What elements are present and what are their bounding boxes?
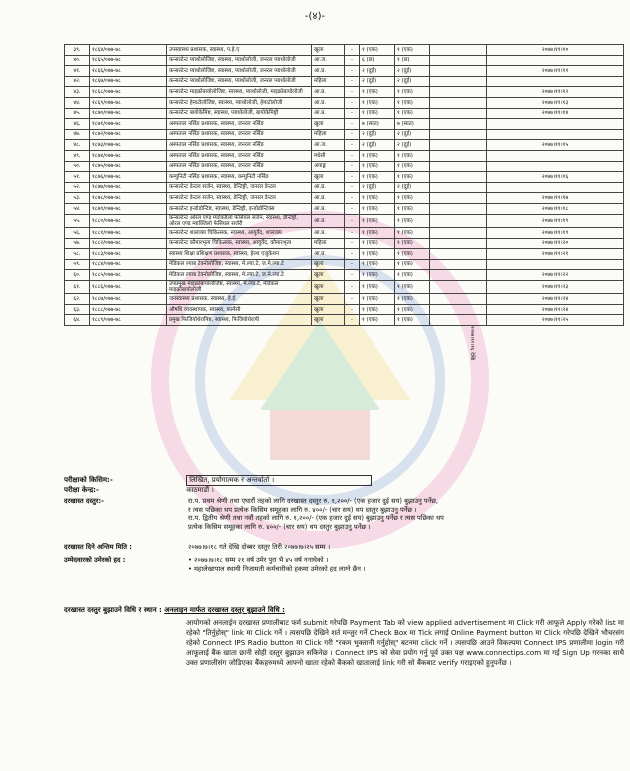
age-label: उम्मेदवारको उमेरको हद : (64, 556, 126, 564)
cell-title: स्वास्थ्य शिक्षा प्रशिक्षण प्रशासक, स्वास्थ्य, हेल्थ एजुकेशन (167, 249, 312, 260)
table-row (65, 97, 624, 108)
cell-n1: १ (एक) (360, 315, 395, 326)
cell-n2: १ (एक) (395, 227, 430, 238)
cell-group: महिला (312, 238, 345, 249)
cell-n1: २ (दुई) (360, 129, 395, 140)
cell-dash: - (345, 129, 360, 140)
cell-n1: २ (दुई) (360, 182, 395, 193)
cell-code: १८७५/०७७-७८ (90, 161, 167, 172)
cell-title: कम्युनिटी नर्सिङ प्रशासक, स्वास्थ्य, कम्युनिटी नर्सिङ (167, 172, 312, 183)
cell-group: खुला (312, 294, 345, 305)
cell-dash: - (345, 182, 360, 193)
cell-title: अस्पताल नर्सिङ प्रशासक, स्वास्थ्य, जनरल नर्सिङ (167, 140, 312, 151)
apply-paragraph: आयोगको अनलाईन दरखास्त प्रणालीबाट फर्म submit गरेपछि Payment Tab को view applied advertisement मा Click गरी आफूले Apply गरेको list मा रहेको "तिर्नुहोस्" link मा Click गर्ने । त्यसपछि देखिने शर्त मन्जुर गर्ने Check Box मा Tick लगाई Online Payment button मा Click गरेपछि देखिने भौचरसंग रहेको Connect IPS Radio button मा Click गरी "रकम भुक्तानी गर्नुहोस्" बटनमा click गर्ने । त्यसपछि आउने विकल्पमा Connect IPS प्रणालीमा login गरी आफूलाई बैंक खाता छानी सोही दस्तुर बुझाउन सकिनेछ । Connect IPS को सेवा प्रयोग गर्नु पूर्व उक्त पक्ष www.connectips.com मा गई Sign Up गरनका साथै उक्त प्रणालीसंग जोडिएका बैंकहरुमध्ये आफ्नो खाता रहेको बैंकको खातालाई link गरी सो बैंकबाट verify गराइएको हुनुपर्नेछ । (186, 618, 624, 667)
cell-num: ६०. (65, 270, 90, 281)
exam-center-row (64, 486, 624, 495)
cell-n2: १ (एक) (395, 304, 430, 315)
cell-n1: १ (एक) (360, 45, 395, 56)
cell-dash: - (345, 172, 360, 183)
cell-title: उपस्वास्थ्य प्रशासक, स्वास्थ्य, प.हे.ए (167, 45, 312, 56)
cell-num: ४६. (65, 119, 90, 130)
fee-line-4: प्रत्येक किसिम समूहका लागि रु. ४००/- (चार सय) थप दस्तुर बुझाउनु पर्नेछ । (188, 522, 371, 531)
cell-num: ५९. (65, 259, 90, 270)
cell-n1: १ (एक) (360, 161, 395, 172)
cell-group: खुला (312, 270, 345, 281)
cell-group: महिला (312, 76, 345, 87)
cell-dash: - (345, 150, 360, 161)
cell-n2: १ (एक) (395, 87, 430, 98)
cell-dash: - (345, 280, 360, 293)
cell-title: मेडिकल ल्याब टेक्नोलोजिष्ट, स्वास्थ्य, मे.ल्या.टे, ज.मे.ल्या.टे (167, 259, 312, 270)
table-row (65, 259, 624, 270)
cell-n2: १ (एक) (395, 97, 430, 108)
cell-date (487, 259, 624, 270)
cell-n2: २ (दुई) (395, 140, 430, 151)
cell-title: अस्पताल नर्सिङ प्रशासक, स्वास्थ्य, जनरल नर्सिङ (167, 119, 312, 130)
cell-n2: १ (एक) (395, 280, 430, 293)
cell-code: १८७१/०७७-७८ (90, 119, 167, 130)
cell-side (430, 249, 487, 260)
cell-num: ६४. (65, 315, 90, 326)
cell-dash: - (345, 87, 360, 98)
cell-dash: - (345, 108, 360, 119)
cell-n2: १ (एक) (395, 214, 430, 227)
cell-side (430, 203, 487, 214)
cell-date: २०७७।११।१४ (487, 108, 624, 119)
cell-n1: १ (एक) (360, 259, 395, 270)
cell-code: १८७३/०७७-७८ (90, 140, 167, 151)
cell-title: मेडिकल ल्याब टेक्नोलोजिष्ट, स्वास्थ्य, मे.ल्या.टे, ज.मे.ल्या.टे (167, 270, 312, 281)
cell-group: खुला (312, 280, 345, 293)
deadline-row (64, 543, 624, 555)
cell-group: आ.प्र. (312, 182, 345, 193)
cell-dash: - (345, 304, 360, 315)
cell-n2: २ (दुई) (395, 76, 430, 87)
table-row (65, 108, 624, 119)
cell-n2: १ (एक) (395, 238, 430, 249)
table-row (65, 203, 624, 214)
cell-num: ५८. (65, 249, 90, 260)
cell-group: खुला (312, 259, 345, 270)
cell-dash: - (345, 315, 360, 326)
cell-num: ४४. (65, 97, 90, 108)
table-row (65, 87, 624, 98)
cell-dash: - (345, 97, 360, 108)
cell-n2: १ (एक) (395, 270, 430, 281)
table-row (65, 214, 624, 227)
cell-date (487, 182, 624, 193)
cell-date: २०७७।११।२५ (487, 315, 624, 326)
cell-code: १८६५/०७७-७८ (90, 55, 167, 66)
cell-group: खुला (312, 45, 345, 56)
cell-side (430, 45, 487, 56)
cell-date (487, 150, 624, 161)
cell-date: २०७७।११।१६ (487, 172, 624, 183)
cell-title: कन्सल्टेन्ट प्याथोलोजिष्ट, स्वास्थ्य, प्याथोलोजी, जनरल प्याथोलोजी (167, 55, 312, 66)
cell-num: ५३. (65, 193, 90, 204)
cell-n2: १ (एक) (395, 259, 430, 270)
cell-title: कन्सल्टेन्ट हेमाटोलोजिष्ट, स्वास्थ्य, प्याथोलोजी, हेमाटोलोजी (167, 97, 312, 108)
cell-title: कन्सल्टेन्ट इन्डोडोन्टिष्ट, स्वास्थ्य, डेन्टिष्ट्री, इन्डोडोन्टिक्स (167, 203, 312, 214)
cell-group: खुला (312, 119, 345, 130)
cell-n1: १ (एक) (360, 294, 395, 305)
cell-n1: १ (एक) (360, 87, 395, 98)
table-row (65, 55, 624, 66)
cell-title: कन्सल्टेन्ट कौमारभृत्य चिकित्सक, स्वास्थ्य, आयुर्वेद, कौमारभृत्य (167, 238, 312, 249)
cell-code: १८८९/०७७-७८ (90, 315, 167, 326)
cell-dash: - (345, 238, 360, 249)
exam-type-row (64, 475, 624, 486)
cell-date (487, 119, 624, 130)
cell-side (430, 150, 487, 161)
cell-group: आ.प्र. (312, 214, 345, 227)
fee-row (64, 497, 624, 541)
cell-title: अस्पताल नर्सिङ प्रशासक, स्वास्थ्य, जनरल नर्सिङ (167, 161, 312, 172)
cell-num: ५७. (65, 238, 90, 249)
cell-date (487, 129, 624, 140)
table-row (65, 150, 624, 161)
cell-n1: १ (एक) (360, 238, 395, 249)
cell-num: ४७. (65, 129, 90, 140)
cell-n1: २ (दुई) (360, 76, 395, 87)
vacancy-table (64, 44, 624, 326)
cell-n2: १ (एक) (395, 150, 430, 161)
table-row (65, 161, 624, 172)
cell-dash: - (345, 161, 360, 172)
cell-date: २०७७।११।१३ (487, 97, 624, 108)
cell-group: आ.प्र. (312, 66, 345, 77)
cell-num: ५६. (65, 227, 90, 238)
cell-title: कन्सल्टेन्ट शालाक्य चिकित्सक, स्वास्थ्य, आयुर्वेद, शालाक्य (167, 227, 312, 238)
table-row (65, 227, 624, 238)
cell-side (430, 259, 487, 270)
cell-code: १८८६/०७७-७८ (90, 280, 167, 293)
cell-n1: १ (एक) (360, 97, 395, 108)
cell-dash: - (345, 55, 360, 66)
cell-num: ५५. (65, 214, 90, 227)
cell-group: आ.ज. (312, 140, 345, 151)
cell-side (430, 270, 487, 281)
cell-code: १८८७/०७७-७८ (90, 294, 167, 305)
cell-date (487, 76, 624, 87)
cell-n1: २ (दुई) (360, 140, 395, 151)
table-row (65, 45, 624, 56)
cell-n2: १ (एक) (395, 161, 430, 172)
cell-side (430, 294, 487, 305)
cell-side (430, 182, 487, 193)
cell-dash: - (345, 270, 360, 281)
cell-dash: - (345, 140, 360, 151)
cell-n2: १ (एक) (395, 172, 430, 183)
cell-group: आ.प्र. (312, 203, 345, 214)
cell-date: २०७७।११।१० (487, 45, 624, 56)
cell-num: ४८. (65, 140, 90, 151)
cell-title: कन्सल्टेन्ट बायोकेमिष्ट, स्वास्थ्य, प्याथोलोजी, बायोकेमिष्ट्री (167, 108, 312, 119)
age-item-2: • महालेखापाल स्थायी निजामती कर्मचारीको हकमा उमेरको हद लाग्ने छैन । (188, 564, 366, 573)
cell-num: ३९. (65, 45, 90, 56)
cell-n2: २ (दुई) (395, 182, 430, 193)
cell-dash: - (345, 249, 360, 260)
cell-date (487, 161, 624, 172)
cell-n1: १ (एक) (360, 270, 395, 281)
cell-n2: १ (एक) (395, 45, 430, 56)
fee-value (188, 497, 624, 531)
cell-side (430, 119, 487, 130)
fee-line-1: रा.प. प्रथम श्रेणी तथा एघारौं तहको लागि दरखास्त दस्तुर रु. १,२००/- (एक हजार दुई सय) बुझाउनु पर्नेछ, (188, 497, 439, 505)
apply-heading-main: अनलाइन मार्फत दरखास्त दस्तुर बुझाउने विधि : (164, 606, 285, 614)
cell-code: १८८१/०७७-७८ (90, 227, 167, 238)
cell-num: ६१. (65, 280, 90, 293)
cell-side (430, 87, 487, 98)
table-row (65, 249, 624, 260)
table-row (65, 140, 624, 151)
exam-center-label: परीक्षा केन्द्र:- (64, 486, 99, 494)
cell-code: १८६८/०७७-७८ (90, 87, 167, 98)
cell-n1: १ (एक) (360, 304, 395, 315)
cell-group: आ.ज. (312, 55, 345, 66)
cell-group: आ.प्र. (312, 193, 345, 204)
cell-date: २०७७।११।२१ (487, 249, 624, 260)
cell-title: कन्सल्टेन्ट माइक्रोबायोलोजिष्ट, स्वास्थ्य, प्याथोलोजी, माइक्रोबायोलोजी (167, 87, 312, 98)
cell-num: ४५. (65, 108, 90, 119)
cell-n1: १ (एक) (360, 108, 395, 119)
cell-n2: १ (छ) (395, 55, 430, 66)
table-row (65, 294, 624, 305)
cell-num: ५१. (65, 172, 90, 183)
cell-title: कन्सल्टेन्ट डेन्टल सर्जन, स्वास्थ्य, डेन्टिष्ट्री, जनरल डेन्टल (167, 182, 312, 193)
cell-side (430, 97, 487, 108)
apply-heading-prefix: दरखास्त दस्तुर बुझाउने विधि र स्थान : (64, 606, 162, 614)
cell-date: २०७७।११।२४ (487, 294, 624, 305)
cell-group: आ.प्र. (312, 249, 345, 260)
cell-side (430, 227, 487, 238)
table-row (65, 66, 624, 77)
cell-n1: १ (एक) (360, 227, 395, 238)
rotated-date-note: २०७७।१०।१६ देखि (469, 325, 476, 361)
cell-n1: १ (एक) (360, 150, 395, 161)
cell-code: १८७८/०७७-७८ (90, 193, 167, 204)
cell-group: आ.प्र. (312, 227, 345, 238)
cell-side (430, 161, 487, 172)
cell-n1: १ (एक) (360, 172, 395, 183)
cell-group: अपाङ्ग (312, 161, 345, 172)
cell-n2: १ (एक) (395, 193, 430, 204)
cell-group: आ.प्र. (312, 97, 345, 108)
cell-side (430, 214, 487, 227)
cell-num: ४९. (65, 150, 90, 161)
cell-code: १८७४/०७७-७८ (90, 150, 167, 161)
cell-group: खुला (312, 172, 345, 183)
cell-date: २०७७।११।१२ (487, 87, 624, 98)
cell-dash: - (345, 45, 360, 56)
cell-date: २०७७।११।१८ (487, 203, 624, 214)
cell-code: १८६४/०७७-७८ (90, 45, 167, 56)
cell-side (430, 193, 487, 204)
fee-line-3: रा.प. द्वितीय श्रेणी तथा नवौं तहको लागि रु. १,२००/- (एक हजार दुई सय) बुझाउनु पर्नेछ र त्यस पछिका थप (188, 514, 444, 523)
cell-side (430, 280, 487, 293)
cell-side (430, 129, 487, 140)
cell-code: १८७६/०७७-७८ (90, 172, 167, 183)
cell-code: १८६६/०७७-७८ (90, 66, 167, 77)
cell-date: २०७७।११।१५ (487, 140, 624, 151)
apply-heading (64, 606, 285, 615)
cell-side (430, 140, 487, 151)
exam-type-value: लिखित, प्रयोगात्मक र अन्तर्वार्ता । (186, 475, 372, 486)
cell-title: कन्सल्टेन्ट प्याथोलोजिष्ट, स्वास्थ्य, प्याथोलोजी, जनरल प्याथोलोजी (167, 76, 312, 87)
cell-n2: १ (एक) (395, 249, 430, 260)
exam-center-value: काठमाडौं । (186, 486, 214, 494)
cell-code: १८८३/०७७-७८ (90, 249, 167, 260)
cell-n2: २ (दुई) (395, 129, 430, 140)
table-row (65, 238, 624, 249)
table-row (65, 182, 624, 193)
cell-num: ४१. (65, 66, 90, 77)
cell-group: आ.प्र. (312, 108, 345, 119)
cell-side (430, 55, 487, 66)
cell-num: ५२. (65, 182, 90, 193)
cell-n2: १ (एक) (395, 294, 430, 305)
cell-dash: - (345, 119, 360, 130)
cell-group: खुला (312, 304, 345, 315)
cell-num: ५४. (65, 203, 90, 214)
cell-n1: १ (एक) (360, 193, 395, 204)
cell-title: अस्पताल नर्सिङ प्रशासक, स्वास्थ्य, जनरल नर्सिङ (167, 129, 312, 140)
cell-num: ६३. (65, 304, 90, 315)
cell-date: २०७७।११।१७ (487, 193, 624, 204)
cell-title: कन्सल्टेन्ट डेन्टल सर्जन, स्वास्थ्य, डेन्टिष्ट्री, जनरल डेन्टल (167, 193, 312, 204)
cell-code: १८७७/०७७-७८ (90, 182, 167, 193)
cell-title: जनस्वास्थ्य प्रशासक, स्वास्थ्य, हे.ई. (167, 294, 312, 305)
table-row (65, 280, 624, 293)
cell-n1: २ (दुई) (360, 66, 395, 77)
cell-n1: ६ (छ) (360, 55, 395, 66)
cell-n1: १ (एक) (360, 280, 395, 293)
cell-num: ४२. (65, 76, 90, 87)
cell-group: महिला (312, 129, 345, 140)
cell-num: ६२. (65, 294, 90, 305)
cell-n2: १ (एक) (395, 108, 430, 119)
table-row (65, 172, 624, 183)
cell-code: १८८०/०७७-७८ (90, 214, 167, 227)
table-row (65, 193, 624, 204)
cell-group: आ.प्र. (312, 87, 345, 98)
table-row (65, 119, 624, 130)
cell-n1: १ (एक) (360, 249, 395, 260)
cell-dash: - (345, 66, 360, 77)
cell-n1: १ (एक) (360, 203, 395, 214)
cell-n1: ७ (सात) (360, 119, 395, 130)
cell-side (430, 315, 487, 326)
table-row (65, 76, 624, 87)
cell-side (430, 108, 487, 119)
deadline-label: दरखास्त दिने अन्तिम मिति : (64, 543, 132, 551)
cell-num: ४०. (65, 55, 90, 66)
cell-side (430, 172, 487, 183)
cell-code: १८७९/०७७-७८ (90, 203, 167, 214)
cell-code: १८८५/०७७-७८ (90, 270, 167, 281)
cell-dash: - (345, 76, 360, 87)
cell-code: १८७०/०७७-७८ (90, 108, 167, 119)
cell-num: ५०. (65, 161, 90, 172)
cell-n2: १ (एक) (395, 203, 430, 214)
table-row (65, 304, 624, 315)
cell-date: २०७७।११।२० (487, 238, 624, 249)
cell-title: कन्सल्टेन्ट प्याथोलोजिष्ट, स्वास्थ्य, प्याथोलोजी, जनरल प्याथोलोजी (167, 66, 312, 77)
cell-date: २०७७।११।१९ (487, 214, 624, 227)
cell-dash: - (345, 227, 360, 238)
exam-type-label: परीक्षाको किसिम:- (64, 476, 113, 484)
cell-title: प्रमुख फिजियोथेरापिष्ट, स्वास्थ्य, फिजियोथेरापी (167, 315, 312, 326)
cell-date: २०७७।११।२४ (487, 304, 624, 315)
fee-label: दरखास्त दस्तुर:- (64, 497, 104, 505)
cell-code: १८६९/०७७-७८ (90, 97, 167, 108)
cell-side (430, 238, 487, 249)
cell-date: २०७७।११।१९ (487, 227, 624, 238)
cell-dash: - (345, 214, 360, 227)
table-row (65, 129, 624, 140)
cell-code: १८८४/०७७-७८ (90, 259, 167, 270)
cell-code: १८७२/०७७-७८ (90, 129, 167, 140)
table-row (65, 270, 624, 281)
cell-date: २०७७।११।११ (487, 66, 624, 77)
cell-dash: - (345, 294, 360, 305)
age-item-1: • २०७७।७।१८ सम्म २१ वर्ष उमेर पुरा भै ४५ वर्ष ननाघेको । (188, 556, 329, 564)
cell-n2: १ (एक) (395, 315, 430, 326)
cell-title: कन्सल्टेन्ट ओरल एण्ड म्याक्जिलो फेसियल सर्जन, स्वास्थ्य, डेन्टिष्ट्री, ओरल एण्ड म्याक्जिलो फेसियल सर्जरी (167, 214, 312, 227)
cell-dash: - (345, 203, 360, 214)
table-row (65, 315, 624, 326)
cell-code: १८६७/०७७-७८ (90, 76, 167, 87)
cell-n1: १ (एक) (360, 214, 395, 227)
cell-dash: - (345, 193, 360, 204)
cell-date: २०७७।११।२३ (487, 280, 624, 293)
fee-line-2: र त्यस पछिका थप प्रत्येक किसिम समूहका लागि रु. ४००/- (चार सय) थप दस्तुर बुझाउनु पर्नेछ । (188, 505, 417, 514)
age-value (188, 556, 624, 573)
cell-group: मधेसी (312, 150, 345, 161)
page-number: -(४)- (304, 11, 326, 22)
cell-dash: - (345, 259, 360, 270)
cell-num: ४३. (65, 87, 90, 98)
deadline-value: २०७७।७।१८ गते देखि दोब्बर दस्तुर तिरी २०७७।७।२५ सम्म । (188, 543, 331, 551)
cell-title: अस्पताल नर्सिङ प्रशासक, स्वास्थ्य, जनरल नर्सिङ (167, 150, 312, 161)
cell-n2: ७ (सात) (395, 119, 430, 130)
cell-side (430, 304, 487, 315)
cell-group: खुला (312, 315, 345, 326)
cell-code: १८८८/०७७-७८ (90, 304, 167, 315)
cell-title: उपप्रमुख माइक्रोबायोलोजिष्ट, स्वास्थ्य, मे.ल्या.टे, मेडिकल माइक्रोबायोलोजी (167, 280, 312, 293)
cell-date: २०७७।११।२२ (487, 270, 624, 281)
cell-side (430, 66, 487, 77)
cell-title: औषधि व्यवस्थापक, स्वास्थ्य, फार्मेसी (167, 304, 312, 315)
cell-side (430, 76, 487, 87)
cell-date (487, 55, 624, 66)
cell-n2: २ (दुई) (395, 66, 430, 77)
age-row (64, 556, 624, 580)
cell-code: १८८२/०७७-७८ (90, 238, 167, 249)
